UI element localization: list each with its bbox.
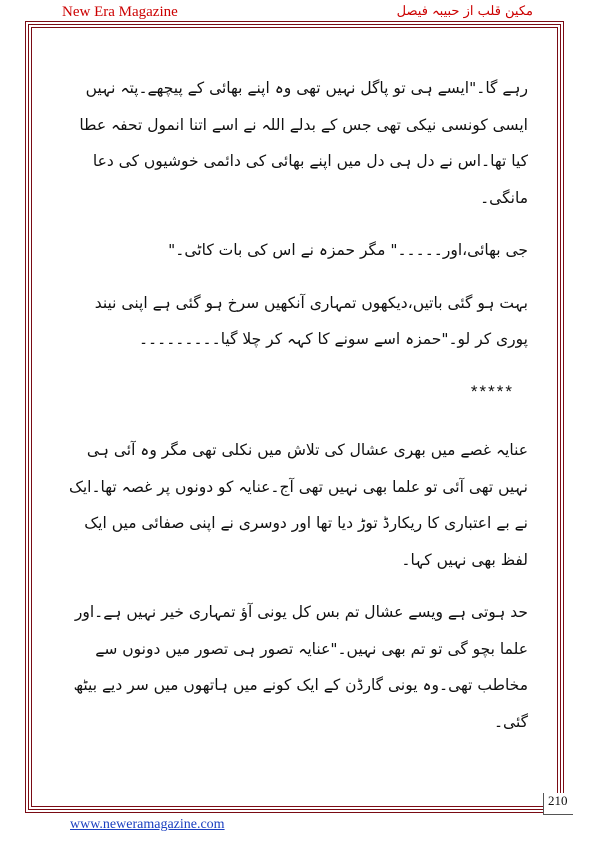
website-link[interactable]: www.neweramagazine.com [70,817,225,832]
paragraph-2: جی بھائی،اور۔۔۔۔۔" مگر حمزہ نے اس کی بات کاٹی۔" [168,241,528,259]
section-separator: ***** [470,381,514,401]
paragraph-1: رہے گا۔"ایسے ہی تو پاگل نہیں تھی وہ اپنے بھائی کے پیچھے۔پتہ نہیں ایسی کونسی نیکی تھی جس کے بدلے اللہ نے اسے اتنا انمول تحفہ عطا کیا تھا۔اس نے دل ہی دل میں اپنے بھائی کی دائمی خوشیوں کی دعا مانگی۔ [79,79,528,207]
magazine-name: New Era Magazine [62,4,178,20]
paragraph-5: حد ہوتی ہے ویسے عشال تم بس کل یونی آؤ تمہاری خیر نہیں ہے۔اور علما بچو گی تو تم بھی نہیں۔"عنایہ تصور ہی تصور میں دونوں سے مخاطب تھی۔وہ یونی گارڈن کے ایک کونے میں ہاتھوں میں سر دیے بیٹھ گئی۔ [73,603,528,731]
page-body [58,70,528,756]
paragraph-4: عنایہ غصے میں بھری عشال کی تلاش میں نکلی تھی مگر وہ آئی ہی نہیں تھی آئی تو علما بھی نہیں تھی آج۔عنایہ کو دونوں پر غصہ تھا۔ایک نے بے اعتباری کا ریکارڈ توڑ دیا تھا اور دوسری نے اپنی صفائی میں ایک لفظ بھی نہیں کہا۔ [68,441,528,569]
page-number: 210 [543,793,573,815]
novel-title: مکین قلب از حبیبہ فیصل [396,4,533,19]
paragraph-3: بہت ہو گئی باتیں،دیکھوں تمہاری آنکھیں سرخ ہو گئی ہے اپنی نیند پوری کر لو۔"حمزہ اسے سونے کا کہہ کر چلا گیا۔۔۔۔۔۔۔۔۔ [94,293,528,348]
